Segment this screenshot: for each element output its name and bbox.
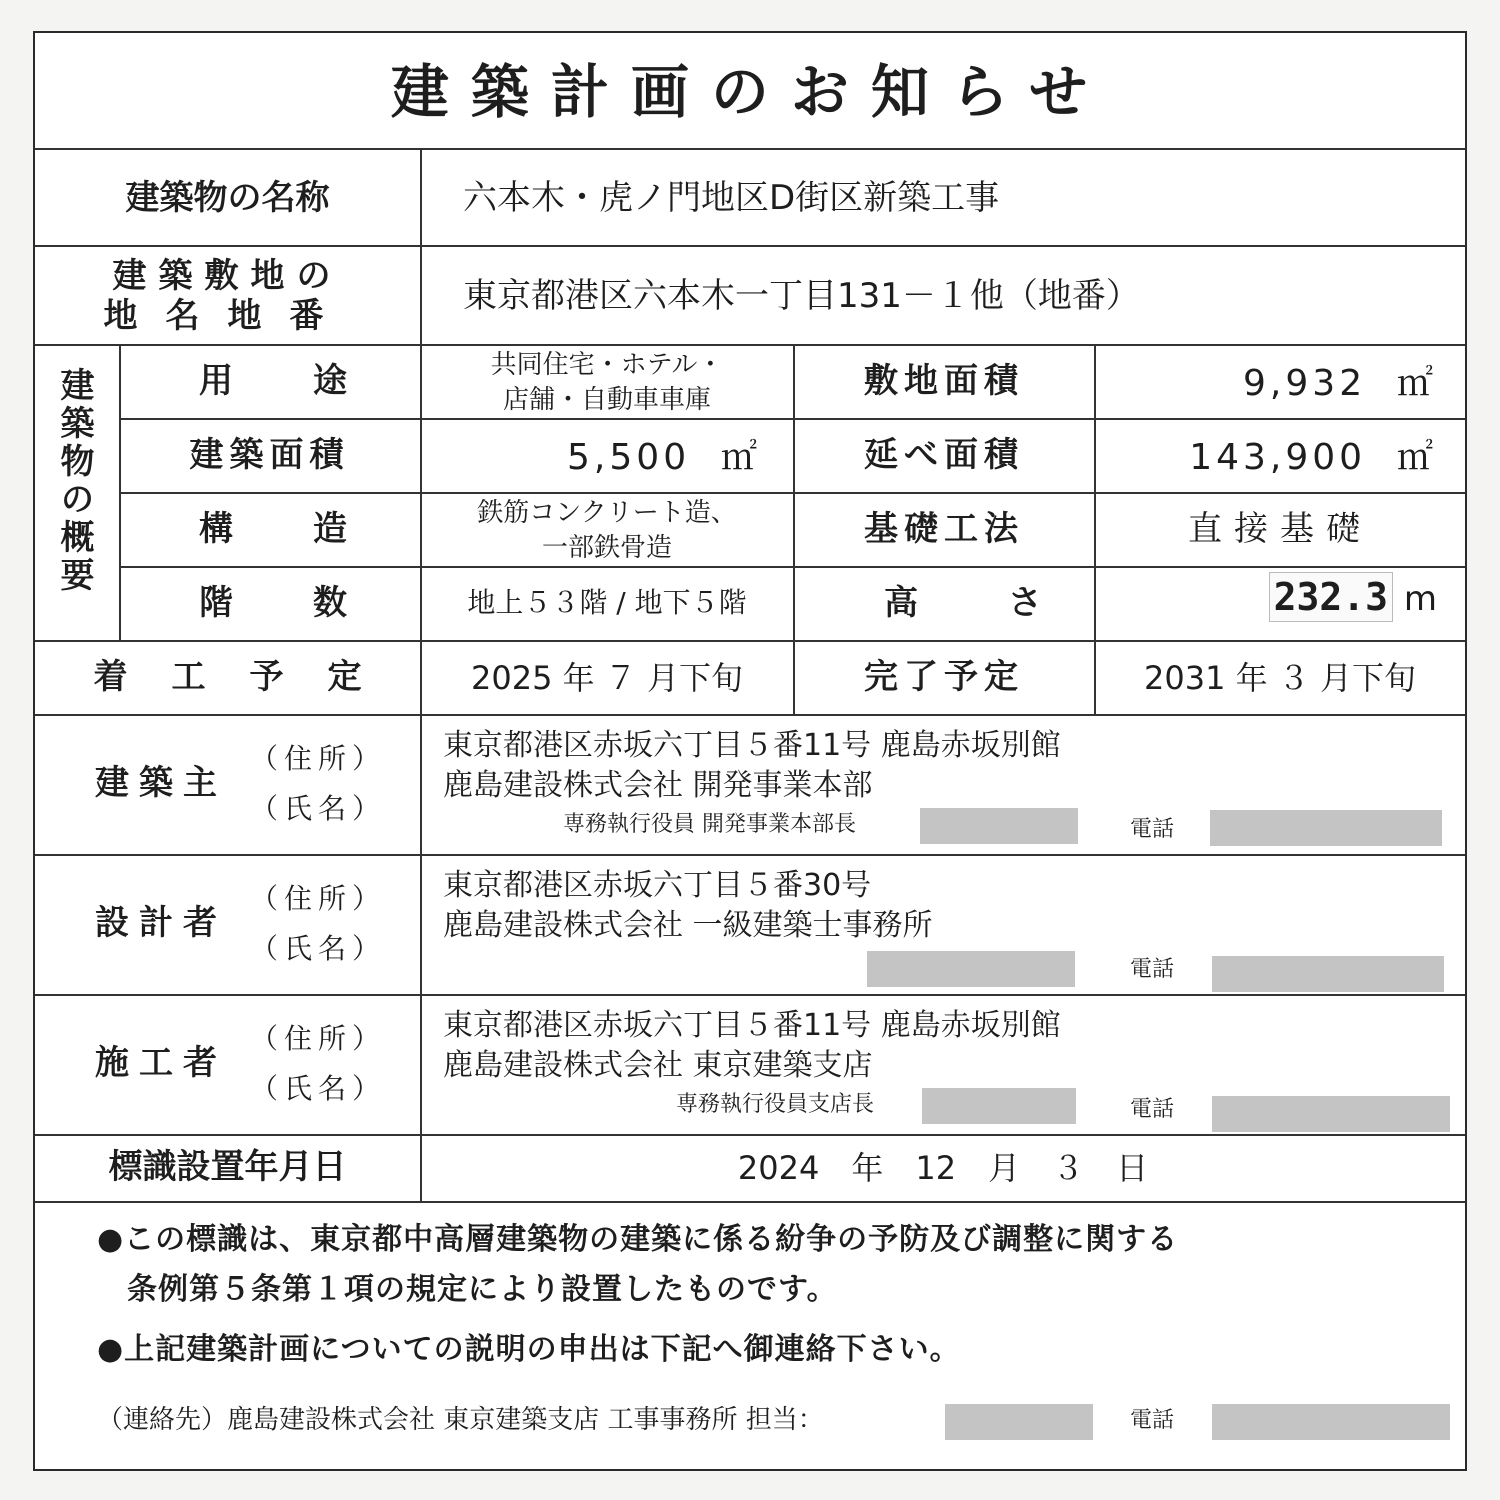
redaction bbox=[920, 808, 1078, 844]
rule bbox=[35, 640, 1465, 642]
contractor-name-label: （氏名） bbox=[250, 1072, 387, 1105]
height-label: 高さ bbox=[884, 583, 1132, 623]
contractor-address-label: （住所） bbox=[250, 1022, 387, 1055]
site-label-line2: 地名地番 bbox=[103, 296, 352, 336]
redaction bbox=[1212, 1404, 1450, 1440]
posted-label: 標識設置年月日 bbox=[108, 1147, 347, 1187]
redaction bbox=[922, 1088, 1076, 1124]
designer-line2: 鹿島建設株式会社 一級建築士事務所 bbox=[443, 908, 933, 943]
foundation-value: 直接基礎 bbox=[1188, 509, 1372, 549]
note1-line1: ●この標識は、東京都中高層建築物の建築に係る紛争の予防及び調整に関する bbox=[97, 1222, 1179, 1257]
height-value: 232.3 m bbox=[1095, 578, 1437, 616]
owner-line3: 専務執行役員 開発事業本部長 bbox=[563, 812, 856, 837]
note1-line2: 条例第５条第１項の規定により設置したものです。 bbox=[127, 1272, 838, 1307]
rule bbox=[35, 994, 1465, 996]
rule bbox=[35, 714, 1465, 716]
owner-line2: 鹿島建設株式会社 開発事業本部 bbox=[443, 768, 873, 803]
contractor-line2: 鹿島建設株式会社 東京建築支店 bbox=[443, 1048, 873, 1083]
designer-label: 設計者 bbox=[95, 903, 227, 943]
contractor-label: 施工者 bbox=[95, 1043, 227, 1083]
redaction bbox=[867, 951, 1075, 987]
floors-value: 地上５３階 / 地下５階 bbox=[467, 586, 747, 619]
contractor-line3: 専務執行役員支店長 bbox=[676, 1092, 875, 1117]
site-label-line1: 建築敷地の bbox=[112, 256, 343, 296]
site-area-label: 敷地面積 bbox=[864, 361, 1024, 401]
use-value-line2: 店舗・自動車車庫 bbox=[502, 385, 711, 415]
notice-board bbox=[33, 31, 1467, 1471]
redaction bbox=[945, 1404, 1093, 1440]
owner-label: 建築主 bbox=[95, 763, 227, 803]
redaction bbox=[1212, 956, 1444, 992]
redaction bbox=[1210, 810, 1442, 846]
designer-line1: 東京都港区赤坂六丁目５番30号 bbox=[443, 868, 872, 903]
contact-phone-label: 電話 bbox=[1130, 1408, 1175, 1433]
structure-value-line2: 一部鉄骨造 bbox=[541, 533, 672, 563]
building-name-label: 建築物の名称 bbox=[125, 178, 330, 218]
site-value: 東京都港区六本木一丁目131－１他（地番） bbox=[463, 276, 1140, 316]
designer-address-label: （住所） bbox=[250, 882, 387, 915]
foundation-label: 基礎工法 bbox=[864, 509, 1024, 549]
rule bbox=[35, 1134, 1465, 1136]
redaction bbox=[1212, 1096, 1450, 1132]
structure-value-line1: 鉄筋コンクリート造、 bbox=[477, 498, 737, 528]
owner-address-label: （住所） bbox=[250, 742, 387, 775]
contact-line: （連絡先）鹿島建設株式会社 東京建築支店 工事事務所 担当： bbox=[97, 1405, 824, 1435]
building-area-label: 建築面積 bbox=[189, 435, 350, 475]
completion-value: 2031 年 ３ 月下旬 bbox=[1144, 659, 1416, 697]
rule bbox=[119, 418, 1465, 420]
rule bbox=[35, 344, 1465, 346]
contractor-line1: 東京都港区赤坂六丁目５番11号 鹿島赤坂別館 bbox=[443, 1008, 1061, 1043]
use-label: 用途 bbox=[199, 361, 427, 401]
total-floor-area-value: 143,900 ㎡ bbox=[1189, 437, 1437, 478]
structure-label: 構造 bbox=[199, 509, 427, 549]
notice-title: 建築計画のお知らせ bbox=[390, 58, 1110, 126]
contractor-phone-label: 電話 bbox=[1130, 1097, 1175, 1122]
designer-phone-label: 電話 bbox=[1130, 957, 1175, 982]
rule bbox=[35, 1201, 1465, 1203]
floors-label: 階数 bbox=[199, 583, 427, 623]
posted-value: 2024 年 12 月 ３ 日 bbox=[737, 1149, 1149, 1187]
start-value: 2025 年 ７ 月下旬 bbox=[471, 659, 743, 697]
site-area-value: 9,932 ㎡ bbox=[1243, 363, 1437, 404]
rule bbox=[35, 854, 1465, 856]
note2: ●上記建築計画についての説明の申出は下記へ御連絡下さい。 bbox=[97, 1332, 961, 1367]
rule bbox=[119, 566, 1465, 568]
building-area-value: 5,500 ㎡ bbox=[567, 437, 761, 478]
rule bbox=[35, 245, 1465, 247]
building-name-value: 六本木・虎ノ門地区D街区新築工事 bbox=[463, 178, 1000, 218]
owner-name-label: （氏名） bbox=[250, 792, 387, 825]
owner-phone-label: 電話 bbox=[1130, 817, 1175, 842]
rule bbox=[119, 492, 1465, 494]
total-floor-area-label: 延べ面積 bbox=[864, 435, 1024, 475]
owner-line1: 東京都港区赤坂六丁目５番11号 鹿島赤坂別館 bbox=[443, 728, 1061, 763]
completion-label: 完了予定 bbox=[864, 657, 1024, 697]
use-value-line1: 共同住宅・ホテル・ bbox=[490, 350, 724, 380]
designer-name-label: （氏名） bbox=[250, 932, 387, 965]
rule bbox=[35, 148, 1465, 150]
start-label: 着工予定 bbox=[93, 657, 406, 697]
overview-label: 建築物の概要 bbox=[54, 367, 94, 595]
